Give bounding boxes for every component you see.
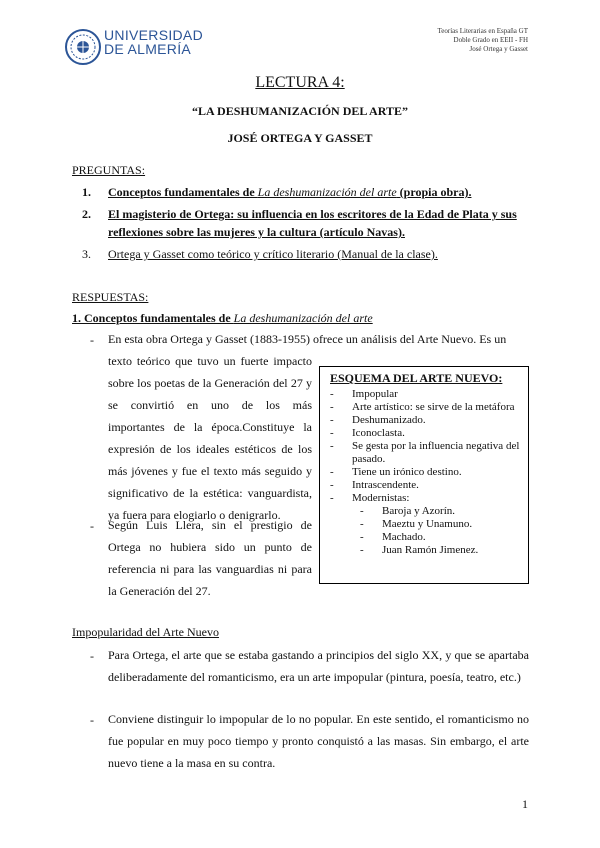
paragraph-2: Según Luis Llera, sin el prestigio de Ortega no hubiera sido un punto de referencia ni para las vanguardias ni para la Generación del 27. [108,518,312,598]
paragraph-1: texto teórico que tuvo un fuerte impacto sobre los poetas de la Generación del 27 y se convirtió en uno de los más importantes de la época.Constituye la expresión de los ideales estéticos de los más jóvenes y fue el texto más seguido y significativo de la estética: vanguardista, ya fuera para elogiarlo o denigrarlo. [108,354,312,522]
answer-1-heading [72,311,373,326]
schema-box-title: ESQUEMA DEL ARTE NUEVO: [330,371,503,385]
schema-item: - Deshumanizado. [330,414,426,426]
question-text: Conceptos fundamentales de [108,185,258,199]
schema-sub-item: - Juan Ramón Jimenez. [360,544,479,556]
page-title: LECTURA 4: [255,74,345,91]
page-number: 1 [522,797,528,811]
question-1 [82,183,532,201]
question-number: 1. [82,185,91,199]
question-text-end: (propia obra). [396,185,472,199]
header-info-line-1: Teorías Literarias en España GT [437,27,528,35]
schema-sub-item: - Maeztu y Unamuno. [360,518,473,530]
schema-list [330,388,522,557]
schema-item: - Modernistas: - Baroja y Azorín. - Maeztu y Unamuno. - Machado. - Juan Ramón Jimenez. [330,492,522,557]
questions-heading: PREGUNTAS: [72,163,146,177]
schema-box [319,366,529,584]
question-work-title: La deshumanización del arte [257,185,397,199]
question-3 [82,245,532,263]
schema-item: - Arte artístico: se sirve de la metáfora [330,401,515,413]
schema-item: - Intrascendente. [330,479,419,491]
logo-line-2: DE ALMERÍA [104,41,192,57]
question-number: 3. [82,247,91,261]
answer-1-heading-work: La deshumanización del arte [233,311,373,325]
schema-sub-item: - Baroja y Azorín. [360,505,456,517]
university-seal-icon [64,28,102,66]
section-2-heading: Impopularidad del Arte Nuevo [72,625,219,639]
header-info [438,27,528,54]
schema-sub-item: - Machado. [360,531,426,543]
subtitle-author: JOSÉ ORTEGA Y GASSET [227,131,373,145]
answers-heading: RESPUESTAS: [72,290,149,304]
bullet-dash: - [90,519,94,533]
schema-sub-list [352,505,522,557]
schema-item: - Tiene un irónico destino. [330,466,462,478]
paragraph-1-line-1: En esta obra Ortega y Gasset (1883-1955) ofrece un análisis del Arte Nuevo. Es un [108,332,507,346]
schema-item: - Iconoclasta. [330,427,405,439]
header-info-line-2: Doble Grado en EEII - FH [453,36,528,44]
logo-line-1: UNIVERSIDAD [104,27,203,43]
logo-wordmark [104,28,203,56]
paragraph-4: Conviene distinguir lo impopular de lo no popular. En este sentido, el romanticismo no fue popular en muy poco tiempo y pronto conquistó a las masas. Sin embargo, el arte nuevo tiene a la masa en su contra. [108,712,529,770]
header-info-line-3: José Ortega y Gasset [469,45,528,53]
schema-item: - Impopular [330,388,398,400]
answer-1-heading-text: 1. Conceptos fundamentales de [72,311,234,325]
paragraph-3: Para Ortega, el arte que se estaba gastando a principios del siglo XX, y que se apartaba deliberadamente del romanticismo, era un arte impopular (pintura, poesía, teatro, etc.) [108,648,529,684]
bullet-dash: - [90,649,94,663]
bullet-dash: - [90,713,94,727]
question-text: Ortega y Gasset como teórico y crítico literario (Manual de la clase). [108,247,438,261]
question-text: El magisterio de Ortega: su influencia en los escritores de la Edad de Plata y sus reflexiones sobre las mujeres y la cultura (artículo Navas). [108,207,517,239]
question-2 [82,205,532,241]
schema-item: - Se gesta por la influencia negativa del pasado. [330,440,520,465]
bullet-dash: - [90,333,94,347]
subtitle-work: “LA DESHUMANIZACIÓN DEL ARTE” [192,104,408,118]
question-number: 2. [82,207,91,221]
questions-list [82,183,532,267]
